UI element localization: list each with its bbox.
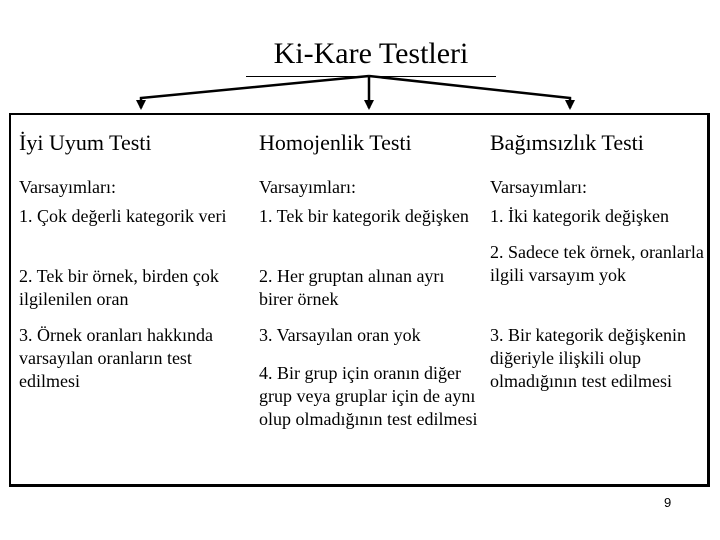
- left-branch-arrow: [141, 76, 369, 108]
- assumption-item: 2. Sadece tek örnek, oranlarla ilgili varsayım yok: [490, 242, 704, 285]
- assumption-item: 3. Örnek oranları hakkında varsayılan oranların test edilmesi: [19, 325, 213, 391]
- assumption-item: 2. Tek bir örnek, birden çok ilgilenilen oran: [19, 266, 219, 309]
- assumption-item: 1. İki kategorik değişken: [490, 206, 669, 226]
- assumption-item: 3. Varsayılan oran yok: [259, 325, 421, 345]
- diagram-title: Ki-Kare Testleri: [246, 32, 496, 77]
- assumptions-label: Varsayımları:: [490, 177, 587, 197]
- assumption-item: 1. Tek bir kategorik değişken: [259, 206, 469, 226]
- assumptions-label: Varsayımları:: [19, 177, 116, 197]
- column-homogeneity: [259, 115, 479, 484]
- branch-arrows: [0, 0, 720, 130]
- assumption-item: 2. Her gruptan alınan ayrı birer örnek: [259, 266, 445, 309]
- assumptions-label: Varsayımları:: [259, 177, 356, 197]
- right-branch-arrow: [369, 76, 570, 108]
- assumption-item: 1. Çok değerli kategorik veri: [19, 206, 227, 226]
- column-heading: Bağımsızlık Testi: [490, 130, 644, 155]
- column-heading: İyi Uyum Testi: [19, 130, 152, 155]
- column-independence: [490, 115, 705, 484]
- tests-table: [9, 113, 710, 487]
- column-goodness-of-fit: [19, 115, 247, 484]
- page-number: 9: [664, 495, 672, 510]
- assumption-item: 3. Bir kategorik değişkenin diğeriyle ilişkili olup olmadığının test edilmesi: [490, 325, 686, 391]
- column-heading: Homojenlik Testi: [259, 130, 412, 155]
- assumption-item: 4. Bir grup için oranın diğer grup veya gruplar için de aynı olup olmadığının test edilmesi: [259, 363, 478, 429]
